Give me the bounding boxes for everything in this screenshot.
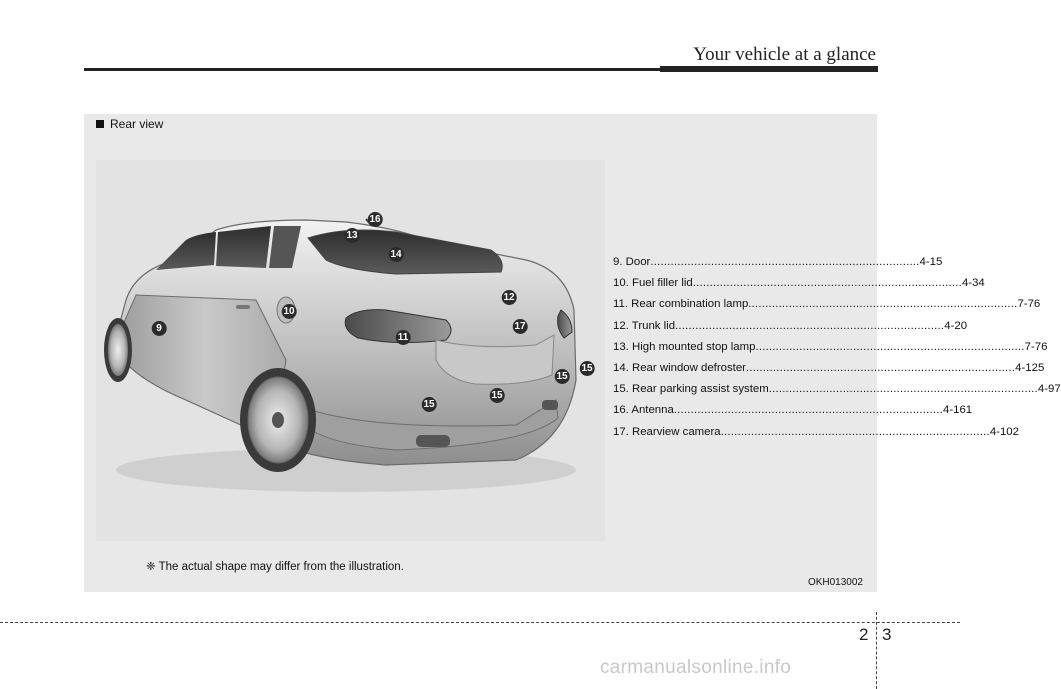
callout-17: 17 [514, 321, 526, 332]
section-label-text: Rear view [110, 117, 164, 131]
part-page-ref: 7-76 [1017, 298, 1041, 311]
callout-12: 12 [503, 292, 515, 303]
part-item [613, 277, 985, 298]
dot-leader: ................................................................................ [675, 319, 945, 332]
section-label [96, 117, 163, 131]
exhaust-left [416, 435, 450, 447]
part-item [613, 256, 943, 277]
dot-leader: ................................................................................ [748, 298, 1018, 311]
part-name: 12. Trunk lid [613, 319, 676, 332]
callout-9: 9 [156, 323, 162, 334]
part-page-ref: 4-34 [961, 277, 985, 290]
part-page-ref: 4-20 [944, 319, 968, 332]
part-page-ref: 4-102 [989, 425, 1019, 438]
dot-leader: ................................................................................ [692, 277, 962, 290]
part-name: 16. Antenna [613, 404, 674, 417]
front-side-window [156, 232, 216, 270]
part-name: 11. Rear combination lamp [613, 298, 749, 311]
header-rule-accent [660, 66, 878, 72]
part-name: 9. Door [613, 256, 651, 268]
exhaust-right [542, 400, 558, 410]
watermark: carmanualsonline.info [600, 657, 792, 678]
part-name: 10. Fuel filler lid [613, 277, 693, 290]
dot-leader: ................................................................................ [755, 340, 1025, 353]
callout-15-b: 15 [491, 390, 503, 401]
illustration-note: ❈ The actual shape may differ from the illustration. [146, 561, 404, 573]
part-item [613, 383, 1061, 404]
rear-side-window [216, 226, 271, 268]
part-name: 15. Rear parking assist system [613, 383, 769, 396]
part-page-ref: 4-125 [1015, 361, 1045, 374]
part-name: 14. Rear window defroster [613, 361, 746, 374]
parts-list [613, 256, 1061, 447]
page-header-title: Your vehicle at a glance [693, 44, 876, 65]
chapter-number: 2 [859, 625, 869, 644]
dot-leader: ................................................................................ [768, 383, 1038, 396]
part-item [613, 319, 968, 341]
car-rear-view-drawing [96, 160, 605, 541]
callout-15-a: 15 [423, 399, 435, 410]
dot-leader: ................................................................................ [650, 256, 920, 268]
footer-divider [876, 612, 877, 689]
callout-10: 10 [283, 306, 295, 317]
square-bullet-icon [96, 120, 104, 128]
part-item [613, 298, 1041, 319]
part-item [613, 340, 1048, 362]
part-page-ref: 7-76 [1024, 340, 1048, 353]
part-page-ref: 4-97 [1037, 383, 1061, 396]
part-page-ref: 4-161 [943, 404, 973, 417]
dot-leader: ................................................................................ [745, 361, 1016, 374]
rear-wheel-hub [272, 412, 284, 428]
dot-leader: ................................................................................ [720, 425, 990, 438]
callout-16: 16 [369, 214, 381, 225]
footer-rule [0, 622, 960, 623]
front-wheel [108, 324, 128, 376]
part-name: 13. High mounted stop lamp [613, 340, 756, 353]
part-page-ref: 4-15 [919, 256, 943, 268]
car-illustration [96, 160, 605, 541]
callout-11: 11 [397, 332, 409, 343]
callout-13: 13 [346, 230, 358, 241]
callout-15-c: 15 [556, 371, 568, 382]
part-item [613, 361, 1045, 383]
part-name: 17. Rearview camera [613, 425, 721, 438]
callout-14: 14 [390, 249, 402, 260]
part-item [613, 404, 973, 425]
dot-leader: ................................................................................ [673, 404, 943, 417]
callout-15-d: 15 [581, 363, 593, 374]
page-number: 3 [882, 625, 892, 644]
door-handle [236, 305, 250, 309]
part-item [613, 425, 1019, 447]
figure-code: OKH013002 [807, 577, 863, 588]
